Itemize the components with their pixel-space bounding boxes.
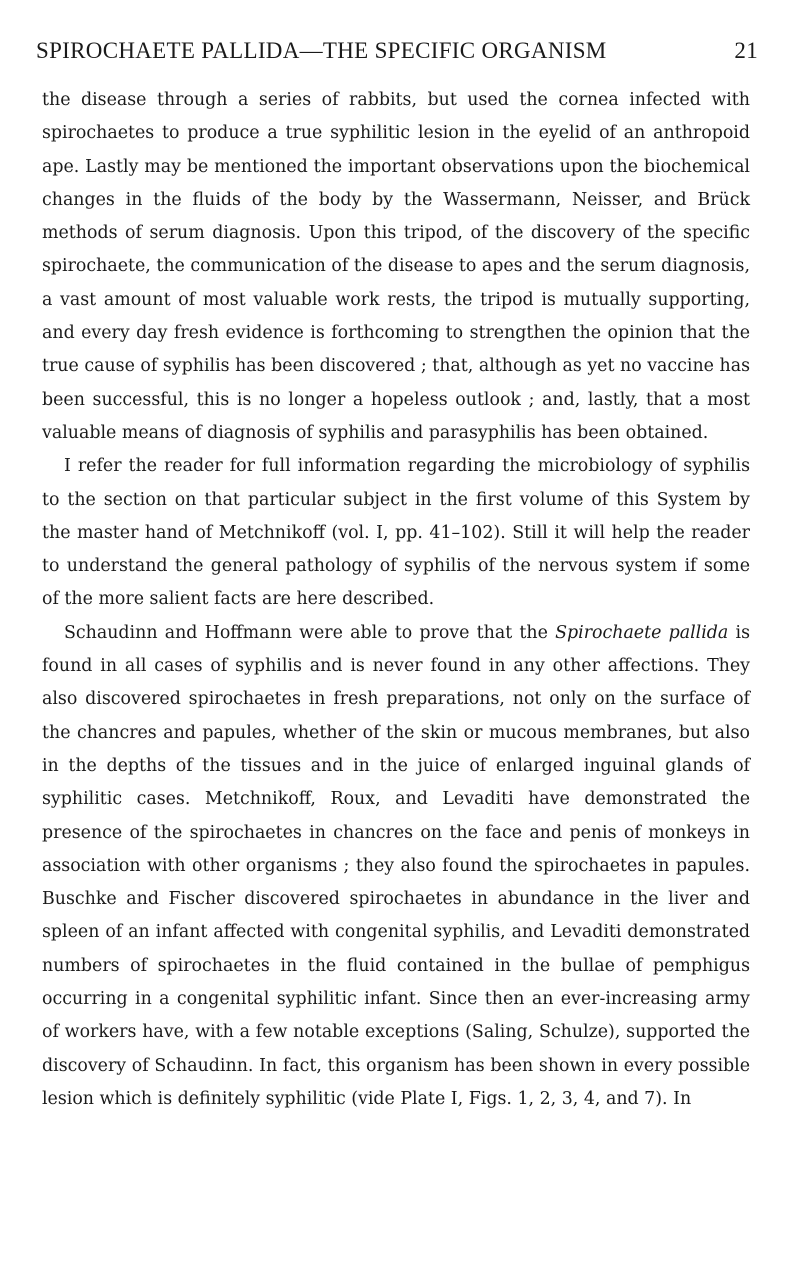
paragraph-3-intro: Schaudinn and Hoffmann were able to prove that the	[64, 622, 556, 643]
paragraph-1: the disease through a series of rabbits, but used the cornea infected with spirochaetes to produce a true syphilitic lesion in the eyelid of an anthropoid ape. Lastly may be mentioned the important observations upon the biochemical changes in the fluids of the body by the Wassermann, Neisser, and Brück methods of serum diagnosis. Upon this tripod, of the discovery of the specific spirochaete, the communication of the disease to apes and the serum diagnosis, a vast amount of most valuable work rests, the tripod is mutually supporting, and every day fresh evidence is forthcoming to strengthen the opinion that the true cause of syphilis has been discovered ; that, although as yet no vaccine has been successful, this is no longer a hopeless outlook ; and, lastly, that a most valuable means of diagnosis of syphilis and parasyphilis has been obtained.	[42, 90, 750, 443]
paragraph-2: I refer the reader for full information regarding the microbiology of syphilis to the section on that particular subject in the first volume of this System by the master hand of Metchnikoff (vol. I, pp. 41–102). Still it will help the reader to understand the general pathology of syphilis of the nervous system if some of the more salient facts are here described.	[42, 456, 750, 610]
paragraph-3	[42, 617, 750, 1116]
body-text	[42, 84, 750, 1116]
species-name-italic: Spirochaete pallida	[555, 622, 729, 643]
running-head	[36, 36, 758, 66]
running-title: SPIROCHAETE PALLIDA—THE SPECIFIC ORGANISM	[36, 38, 607, 63]
page-number: 21	[734, 38, 758, 63]
paragraph-3-text: is found in all cases of syphilis and is never found in any other affections. They also discovered spirochaetes in fresh preparations, not only on the surface of the chancres and papules, whether of the skin or mucous membranes, but also in the depths of the tissues and in the juice of enlarged inguinal glands of syphilitic cases. Metchnikoff, Roux, and Levaditi have demonstrated the presence of the spirochaetes in chancres on the face and penis of monkeys in association with other organisms ; they also found the spirochaetes in papules. Buschke and Fischer discovered spirochaetes in abundance in the liver and spleen of an infant affected with congenital syphilis, and Levaditi demonstrated numbers of spirochaetes in the fluid contained in the bullae of pemphigus occurring in a congenital syphilitic infant. Since then an ever-increasing army of workers have, with a few notable exceptions (Saling, Schulze), supported the discovery of Schaudinn. In fact, this organism has been shown in every possible lesion which is definitely syphilitic (vide Plate I, Figs. 1, 2, 3, 4, and 7). In	[42, 622, 751, 1109]
